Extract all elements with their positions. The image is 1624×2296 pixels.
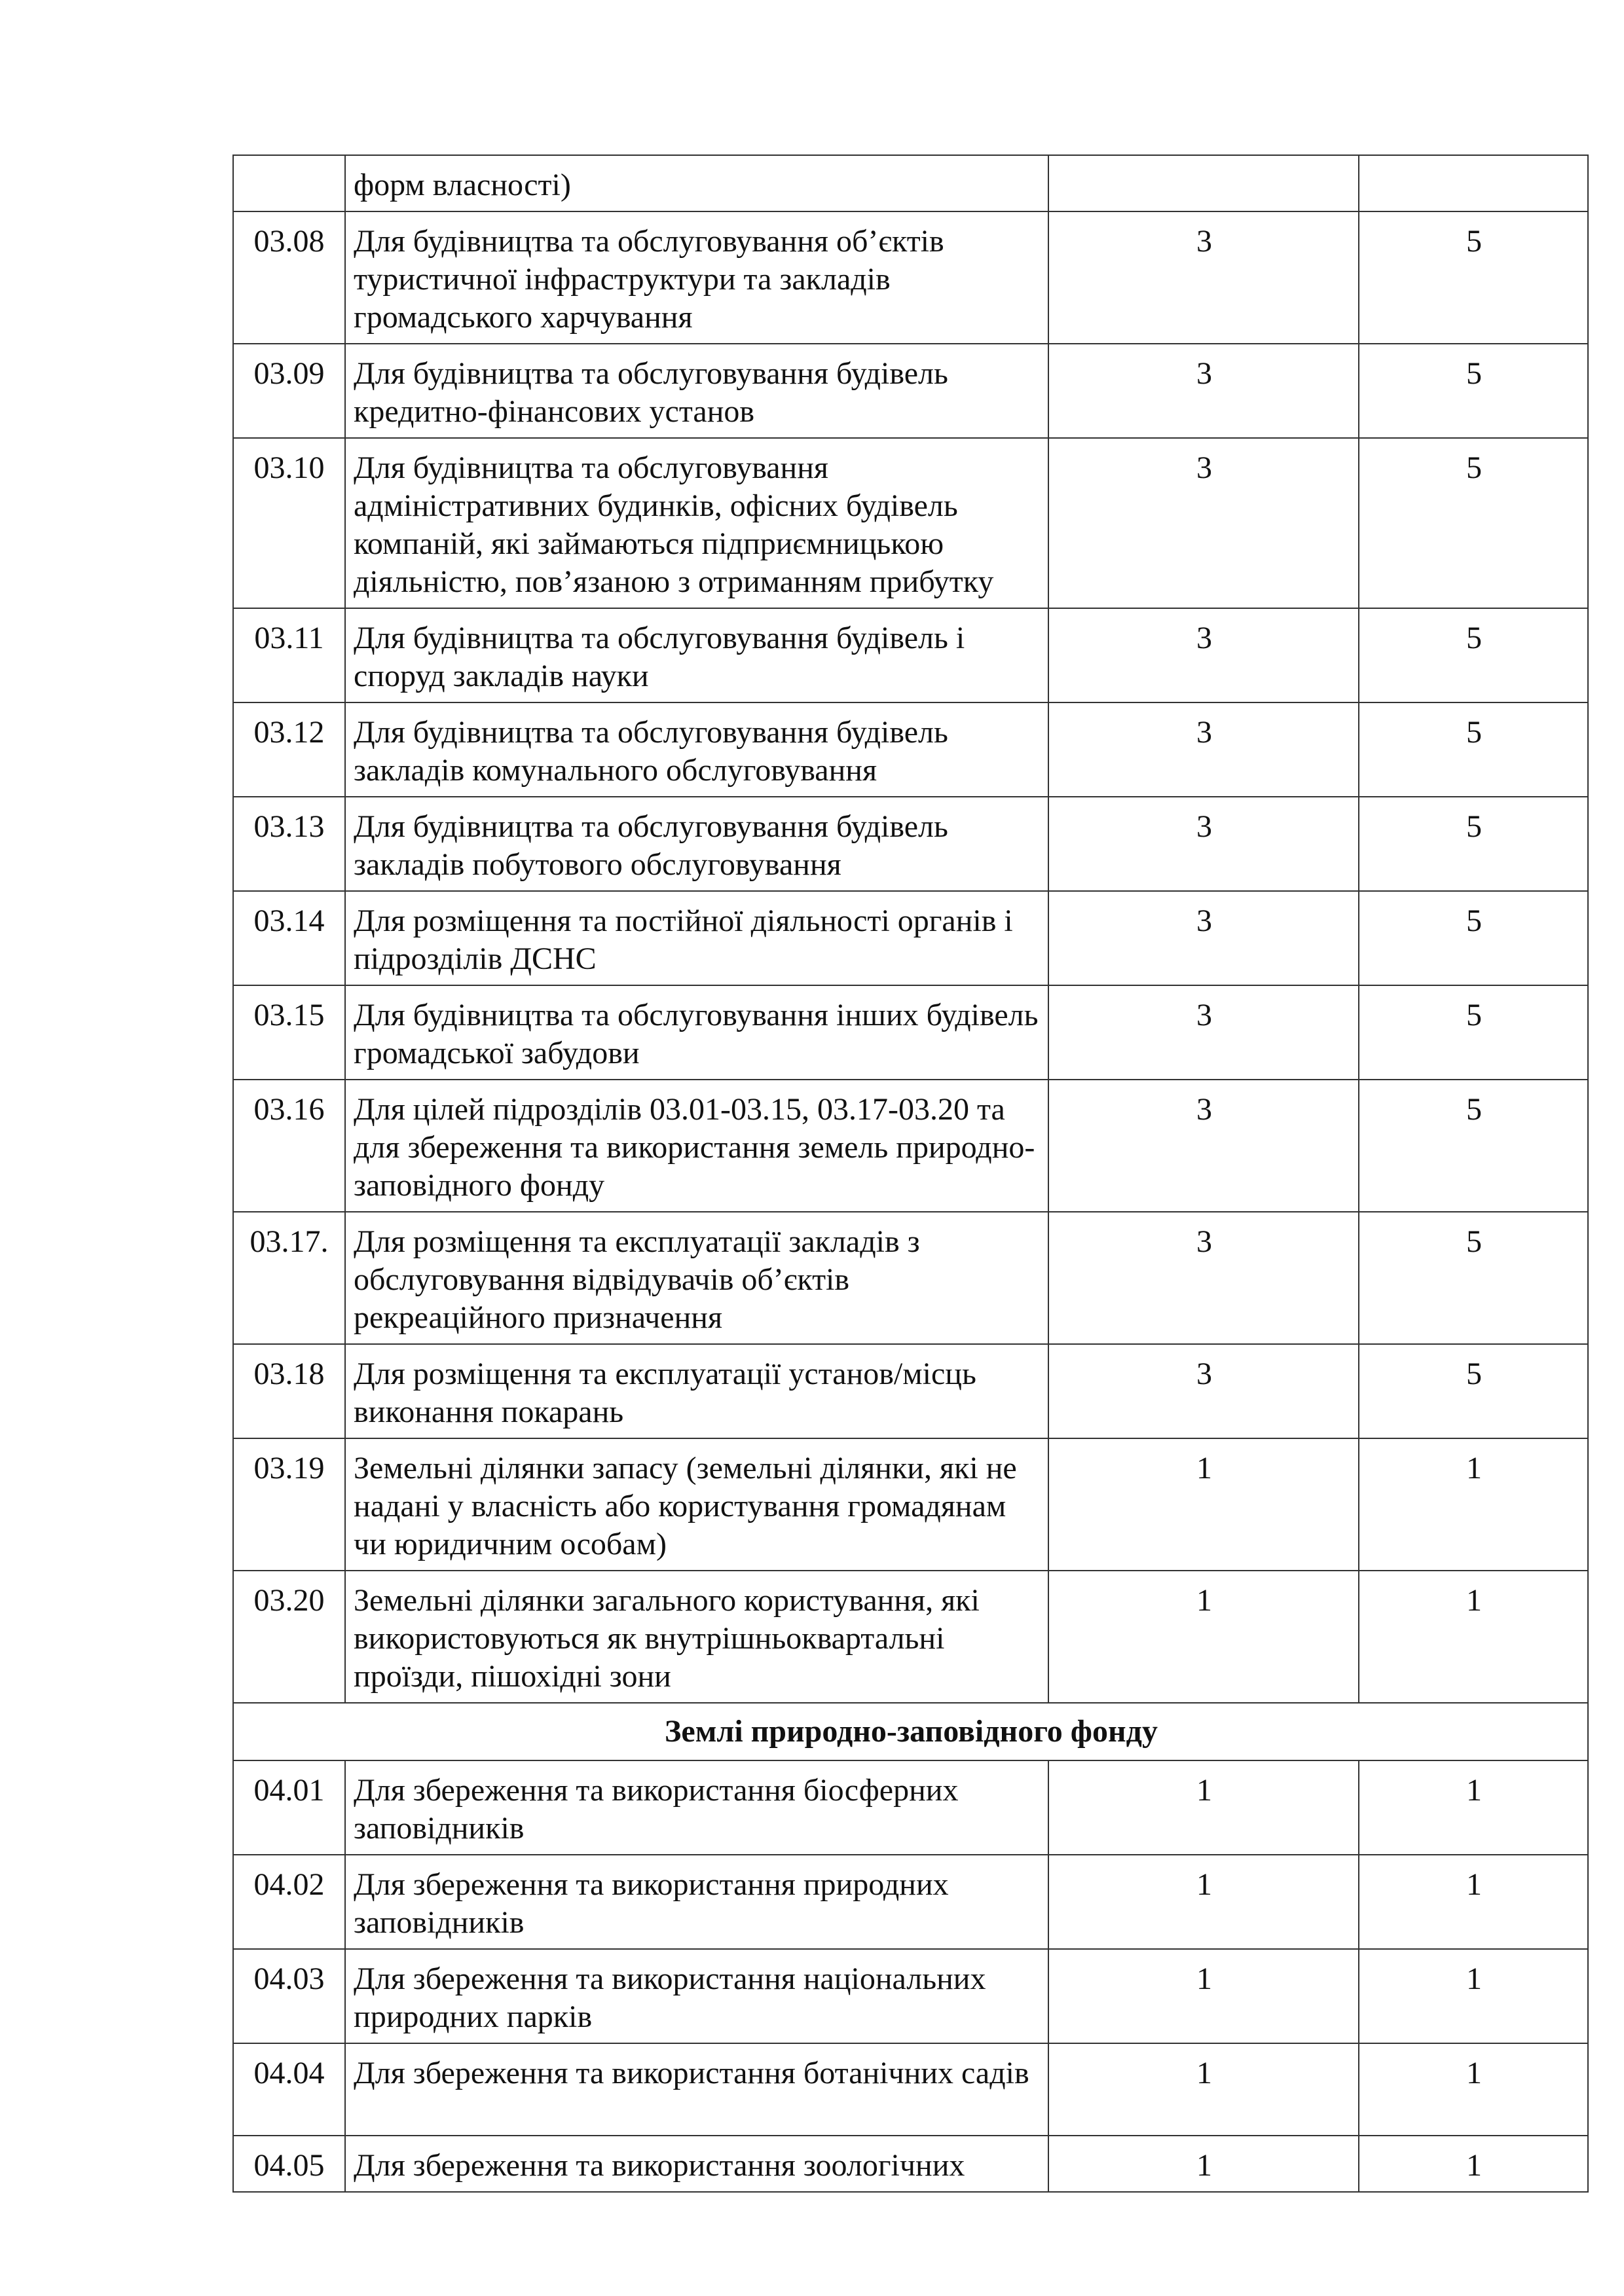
row-description: Для будівництва та обслуговування об’єктів туристичної інфраструктури та закладів громадського харчування xyxy=(345,211,1048,344)
table-row xyxy=(233,1760,1588,1855)
row-value-1: 3 xyxy=(1048,702,1359,797)
row-description: Для будівництва та обслуговування будівель кредитно-фінансових установ xyxy=(345,344,1048,438)
row-value-2: 5 xyxy=(1359,344,1588,438)
row-value-2: 5 xyxy=(1359,702,1588,797)
row-value-1: 3 xyxy=(1048,211,1359,344)
row-description: Для збереження та використання біосферних заповідників xyxy=(345,1760,1048,1855)
row-code: 03.16 xyxy=(233,1080,345,1212)
row-value-1: 1 xyxy=(1048,2043,1359,2136)
row-description: Для розміщення та постійної діяльності органів і підрозділів ДСНС xyxy=(345,891,1048,985)
row-code: 03.13 xyxy=(233,797,345,891)
row-description: Земельні ділянки загального користування, які використовуються як внутрішньоквартальні проїзди, пішохідні зони xyxy=(345,1571,1048,1703)
row-description: Земельні ділянки запасу (земельні ділянки, які не надані у власність або користування громадянам чи юридичним особам) xyxy=(345,1438,1048,1571)
table-row xyxy=(233,438,1588,608)
row-description: Для розміщення та експлуатації установ/місць виконання покарань xyxy=(345,1344,1048,1438)
row-value-2: 1 xyxy=(1359,2136,1588,2192)
row-code: 03.18 xyxy=(233,1344,345,1438)
table-row xyxy=(233,608,1588,702)
row-value-2: 5 xyxy=(1359,985,1588,1080)
row-value-1: 3 xyxy=(1048,344,1359,438)
row-code: 03.09 xyxy=(233,344,345,438)
row-description: Для будівництва та обслуговування інших будівель громадської забудови xyxy=(345,985,1048,1080)
row-value-1: 3 xyxy=(1048,985,1359,1080)
row-code: 04.05 xyxy=(233,2136,345,2192)
table-row xyxy=(233,702,1588,797)
table-row xyxy=(233,1571,1588,1703)
land-use-table xyxy=(232,155,1589,2193)
row-description: Для збереження та використання національних природних парків xyxy=(345,1949,1048,2043)
table-row xyxy=(233,1438,1588,1571)
row-value-2: 5 xyxy=(1359,211,1588,344)
row-code: 03.14 xyxy=(233,891,345,985)
row-value-1: 3 xyxy=(1048,1080,1359,1212)
row-value-1: 3 xyxy=(1048,797,1359,891)
row-description: Для збереження та використання зоологічних xyxy=(345,2136,1048,2192)
row-code: 03.11 xyxy=(233,608,345,702)
row-description: Для розміщення та експлуатації закладів з обслуговування відвідувачів об’єктів рекреаційного призначення xyxy=(345,1212,1048,1344)
row-value-1: 3 xyxy=(1048,1344,1359,1438)
table-row xyxy=(233,1949,1588,2043)
section-title: Землі природно-заповідного фонду xyxy=(233,1703,1588,1760)
row-value-2: 1 xyxy=(1359,1855,1588,1949)
table-row xyxy=(233,155,1588,211)
row-code: 04.02 xyxy=(233,1855,345,1949)
table-body xyxy=(233,155,1588,2192)
row-code: 03.20 xyxy=(233,1571,345,1703)
row-value-2: 5 xyxy=(1359,1080,1588,1212)
row-description: Для будівництва та обслуговування будівель закладів побутового обслуговування xyxy=(345,797,1048,891)
row-code: 04.01 xyxy=(233,1760,345,1855)
row-value-2: 1 xyxy=(1359,1949,1588,2043)
row-code: 03.19 xyxy=(233,1438,345,1571)
table-row xyxy=(233,797,1588,891)
row-value-1: 3 xyxy=(1048,1212,1359,1344)
table-row xyxy=(233,2043,1588,2136)
row-value-1: 1 xyxy=(1048,1855,1359,1949)
row-value-1: 1 xyxy=(1048,2136,1359,2192)
row-code: 04.04 xyxy=(233,2043,345,2136)
row-value-2: 5 xyxy=(1359,1212,1588,1344)
table-row xyxy=(233,211,1588,344)
row-value-1 xyxy=(1048,155,1359,211)
row-value-1: 3 xyxy=(1048,891,1359,985)
row-value-1: 1 xyxy=(1048,1949,1359,2043)
table-row xyxy=(233,1080,1588,1212)
row-value-1: 1 xyxy=(1048,1571,1359,1703)
table-row xyxy=(233,891,1588,985)
row-description: Для будівництва та обслуговування адміністративних будинків, офісних будівель компаній, які займаються підприємницькою діяльністю, пов’язаною з отриманням прибутку xyxy=(345,438,1048,608)
row-description: Для будівництва та обслуговування будівель і споруд закладів науки xyxy=(345,608,1048,702)
section-header-row xyxy=(233,1703,1588,1760)
row-value-2: 1 xyxy=(1359,1571,1588,1703)
row-value-1: 3 xyxy=(1048,608,1359,702)
row-value-2: 1 xyxy=(1359,1438,1588,1571)
row-value-2: 5 xyxy=(1359,438,1588,608)
table-row xyxy=(233,985,1588,1080)
row-code: 03.10 xyxy=(233,438,345,608)
row-description: Для цілей підрозділів 03.01-03.15, 03.17-03.20 та для збереження та використання земель природно-заповідного фонду xyxy=(345,1080,1048,1212)
row-code: 03.08 xyxy=(233,211,345,344)
table-row xyxy=(233,1344,1588,1438)
row-value-1: 3 xyxy=(1048,438,1359,608)
row-description: Для збереження та використання ботанічних садів xyxy=(345,2043,1048,2136)
table-row xyxy=(233,344,1588,438)
row-value-2: 1 xyxy=(1359,2043,1588,2136)
row-value-2: 5 xyxy=(1359,891,1588,985)
row-code: 03.12 xyxy=(233,702,345,797)
row-code: 03.15 xyxy=(233,985,345,1080)
row-code xyxy=(233,155,345,211)
row-code: 03.17. xyxy=(233,1212,345,1344)
row-description: форм власності) xyxy=(345,155,1048,211)
row-value-2: 5 xyxy=(1359,797,1588,891)
row-value-1: 1 xyxy=(1048,1438,1359,1571)
table-row xyxy=(233,2136,1588,2192)
table-row xyxy=(233,1855,1588,1949)
row-value-2: 1 xyxy=(1359,1760,1588,1855)
row-code: 04.03 xyxy=(233,1949,345,2043)
row-description: Для будівництва та обслуговування будівель закладів комунального обслуговування xyxy=(345,702,1048,797)
row-value-2: 5 xyxy=(1359,608,1588,702)
table-row xyxy=(233,1212,1588,1344)
row-value-2 xyxy=(1359,155,1588,211)
row-value-2: 5 xyxy=(1359,1344,1588,1438)
row-value-1: 1 xyxy=(1048,1760,1359,1855)
row-description: Для збереження та використання природних заповідників xyxy=(345,1855,1048,1949)
